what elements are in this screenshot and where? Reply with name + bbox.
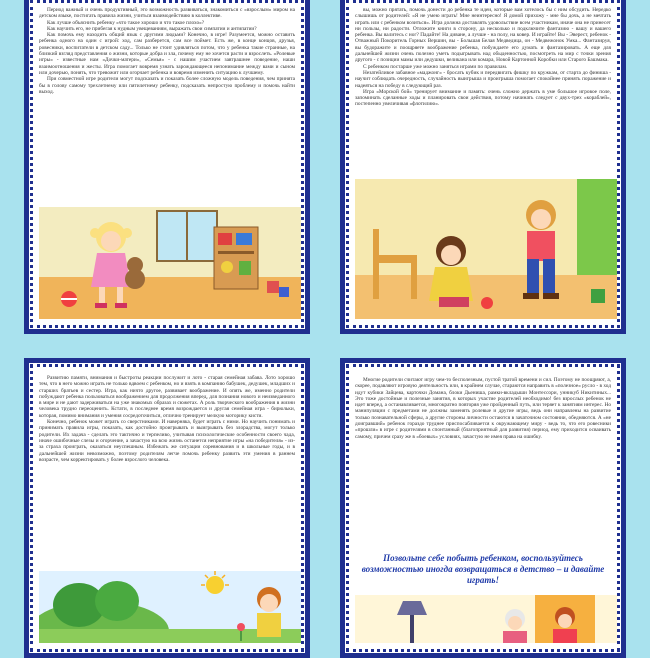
paragraph: При совместной игре родители могут подсказать и показать более сложную модель поведения, чем принята бы в голову самому трехлетнему или пятилетнему ребенку, подсказать непростую проблему и помочь найти выход. [39,76,295,95]
panel-bottom-right-inner [346,364,620,652]
panel-bottom-left-inner [30,364,304,652]
panel-top-right-text [355,7,611,108]
panel-bottom-left-text [39,375,295,463]
illustration-outdoor-park [39,571,295,643]
illustration-girl-with-toys [39,207,295,319]
panel-bottom-right [340,358,626,658]
paragraph: Игра «Морской бой» тренирует внимание и память: очень сложно держать в уме большое игровое поле, запоминать сделанные ходы и планировать свои действия, потому начинать следует с двух-трех «кораблей», постепенно увеличивая «флотилию». [355,88,611,108]
paragraph: Период важный и очень продуктивный, это возможность развиваться, знакомиться с «взрослым» миром на детском языке, постигать правила жизни, учиться взаимодействию в коллективе. [39,7,295,20]
paragraph: Конечно, ребенок может играть со сверстниками. И наверняка, будет играть с ними. Но научить понимать и принимать правила игры, показать, как достойно проигрывать и выигрывать без злорадства, могут только родители. Их задача - сделать это тактично и терпеливо, учитывая психологические особенности своего чада, иначе ошибочные слезы и огорчение, а зачастую на всю жизнь останется неприятие игры «на победителя» - из-за страха проиграть, оказаться неуспешным. Избежать же ситуации соревнования и в школьные годы, и в дальнейшей жизни невозможно, поэтому родителям легче помочь ребенку развить эти умения в раннем возрасте, чем корректировать у более взрослого человека. [39,419,295,463]
panel-bottom-right-text [355,377,611,440]
panel-top-left-text [39,7,295,95]
illustration-children-playing [355,179,611,319]
slogan-text: Позвольте себе побыть ребенком, воспользуйтесь возможностью иногда возвращаться в детство – и давайте играть! [361,553,605,585]
paragraph: вы, можно прятать, помочь донести до ребенка те идеи, которые вам хотелось бы с ним обсудить. Нередко слышишь от родителей: «Я не умею играть! Мне неинтересно! Я домой прихожу - мне бы дочь, а не мечтать играть или с ребенком возиться». Игра должна доставлять удовольствие всем участникам, иначе она не принесет ни пользы, ни радости. Отложите книги в сторону, да несколько и подключите фантазию - вашу и вашего ребенка. Вы валитесь с ног? Падайте! На диване, а лучше - на полу, на ковер. И играйте! Вы - Эверест, ребенок - Отважный Покоритель Горных Вершин, вы - Большая Белая Медведица, он - Медвежонок Умка... Фантазируя, вы будоражите и поощряете воображение ребенка, побуждаете его думать и фантазировать. А еще для дальнейшей жизни очень полезно уметь подыгрывать над обыденностью, посмотреть на мир с точки зрения другого - с позиции мамы или дедушки, великана или комара, Новой Картонной Коробки или Старого Башмака. [355,7,611,64]
paragraph: Незатейливое забавное «маджонг» - бросать кубик и передвигать фишку по кружкам, от старта до финиша - научит соблюдать очередность, случайность выигрыша и проигрыша помогает спокойнее принять поражение и надеяться на победу в следующий раз. [355,69,611,89]
panel-top-right-inner [346,0,620,328]
panel-top-right [340,0,626,334]
paragraph: Как помочь ему находить общий язык с другими людьми? Конечно, в игре! Разумеется, можно оставить ребенка одного на один с игрой: ход, сам разберется, сам все поймет. Есть же, в конце концов, друзья, ровесники, воспитатели в детском саду... Только не стоит удивляться потом, что у ребенка такие странные, на близкий взгляд представления о жизни, которые добра и зла, почему ему не хочется расти и взрослеть. «Ролевые игры» - известные нам «Дочки-матери», «Семья» - с нашим участием завтрашнее поведение, наши взаимоотношения и жесты. Игра помогает вовремя узнать зарождающееся непонимание между вами и сыном или дочерью, понять, что тревожит или огорчает ребенка и вовремя изменить ситуацию к лучшему. [39,32,295,76]
panel-bottom-left [24,358,310,658]
paragraph: Развитию памяти, внимания и быстроты реакции послужит и лото - старая семейная забава. Лото хорошо тем, что в него можно играть не только вдвоем с ребенком, но и взять в компанию бабушек, дедушек, младших и старших братьев и сестер. Игра, как ничто другое, развивает воображение. И опять же, именно родители побуждают ребенка пользоваться воображением для продолжения вперед, для познания нового и неизведанного в мире и не дают задерживаться на уже знакомых образах и сюжетах. А роль творческого воображения в жизни человека трудно переоценить. Кстати, в последнее время возрождается и другая семейная игра - бирюльки, которая, помимо внимания и умения сосредоточиться, отлично тренирует мелкую моторику кисти. [39,375,295,419]
panel-top-left-inner [30,0,304,328]
paragraph: С ребенком постарше уже можно заняться играми по правилам. [363,63,508,70]
illustration-family-playing [355,595,611,643]
paragraph: Многие родители считают игру чем-то бесполезным, пустой тратой времени и сил. Поэтому не поощряют, а, скорее, подавляют игровую деятельность или, в крайнем случае, стараются направить в «полезное» русло - в ход идут кубики Зайцева, карточки Домана, блоки Дьениша, рамки-вкладыши Монтессори, унникуб Никитиных... Это тоже достойные и полезные занятия, в которых участие родителей необходимо! без взрослых ребенок не идет вперед, а останавливается, многократно повторяя уже пройденный путь, или теряет к занятиям интерес. Но манипуляции с предметами не должны заменять ролевые и другие игры, ведь они направлены на развитие только познавательной сферы, а другие стороны личности остаются в зачаточном состоянии, обедняются. А «не доигравший» ребенок гораздо труднее приспосабливается к окружающему миру - ведь то, что его ровесники «прошли» в игре с родителями в спонтанный (благоприятный для развития) период, ему приходится осваивать самому, причем сразу же в «боевых» условиях, зачастую не имея права на ошибку. [355,377,611,440]
paragraph: Как лучше объяснить ребенку «что такое хорошо и что такое плохо»? [47,19,205,26]
paragraph: Как научить его, не прибегая к нудным увещеваниям, выражать свои симпатии и антипатии? [47,25,257,32]
panel-top-left [24,0,310,334]
